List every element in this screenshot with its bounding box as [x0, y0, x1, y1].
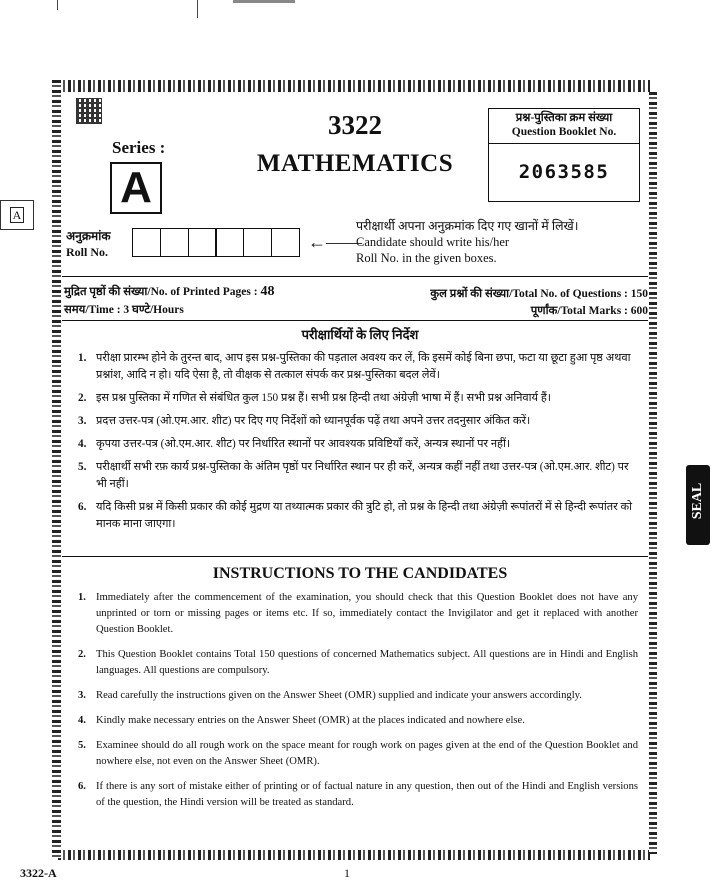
list-item: 5. परीक्षार्थी सभी रफ़ कार्य प्रश्न-पुस्तिका के अंतिम पृष्ठों पर निर्धारित स्थान पर ही करें, अन्यत्र कहीं नहीं तथा उत्तर-पत्र (ओ.एम.आर. शीट) पर भी नहीं।	[78, 461, 629, 490]
printed-pages	[64, 284, 274, 300]
list-item: 1. Immediately after the commencement of the examination, you should check that this Question Booklet does not have any unprinted or torn or missing pages or items etc. If so, immediately contact the Invigilator and get it replaced with another Question Booklet.	[78, 592, 638, 635]
roll-label-english: Roll No.	[66, 245, 108, 259]
english-instructions-title: INSTRUCTIONS TO THE CANDIDATES	[212, 565, 508, 582]
list-item: 5. Examinee should do all rough work on the space meant for rough work on pages given at the end of the Question Booklet and nowhere else, not even on the Answer Sheet (OMR).	[78, 740, 638, 767]
roll-number-boxes	[132, 228, 299, 257]
roll-digit-box[interactable]	[160, 228, 189, 257]
series-side-tab	[0, 200, 34, 230]
pen-mark	[57, 0, 58, 10]
instruction-text: यदि किसी प्रश्न में किसी प्रकार की कोई मुद्रण या तथ्यात्मक प्रकार की त्रुटि हो, तो प्रश्न के हिन्दी तथा अंग्रेज़ी रूपांतरों में से हिन्दी रूपांतर को मानक माना जाएगा।	[96, 501, 633, 530]
decorative-border-right	[649, 92, 657, 854]
footer-paper-code: 3322-A	[20, 866, 57, 880]
hindi-instructions-title: परीक्षार्थियों के लिए निर्देश	[301, 327, 419, 342]
list-item: 4. कृपया उत्तर-पत्र (ओ.एम.आर. शीट) पर निर्धारित स्थानों पर आवश्यक प्रविष्टियाँ करें, अन्यत्र स्थानों पर नहीं।	[78, 438, 511, 450]
roll-note-english-2: Roll No. in the given boxes.	[356, 251, 497, 265]
instruction-text: प्रदत्त उत्तर-पत्र (ओ.एम.आर. शीट) पर दिए गए निर्देशों को ध्यानपूर्वक पढ़ें तथा अपने उत्तर तदनुसार अंकित करें।	[96, 415, 531, 427]
roll-digit-box[interactable]	[215, 228, 244, 257]
left-arrow-icon: ←——	[308, 232, 362, 252]
instruction-text: परीक्षार्थी सभी रफ़ कार्य प्रश्न-पुस्तिका के अंतिम पृष्ठों पर निर्धारित स्थान पर ही करें, अन्यत्र कहीं नहीं तथा उत्तर-पत्र (ओ.एम.आर. शीट) पर भी नहीं।	[96, 461, 629, 490]
english-instructions-list	[78, 590, 638, 820]
roll-digit-box[interactable]	[132, 228, 161, 257]
total-marks	[531, 303, 648, 319]
series-box: A	[110, 162, 162, 214]
roll-note-english-1: Candidate should write his/her	[356, 235, 510, 249]
top-edge-mark	[233, 0, 295, 3]
instruction-text: This Question Booklet contains Total 150 questions of concerned Mathematics subject. All questions are in Hindi and English languages. All questions are compulsory.	[96, 649, 638, 676]
roll-number-note	[356, 218, 579, 266]
roll-digit-box[interactable]	[188, 228, 217, 257]
instruction-text: इस प्रश्न पुस्तिका में गणित से संबंधित कुल 150 प्रश्न हैं। सभी प्रश्न हिन्दी तथा अंग्रेज़ी भाषा में हैं। सभी प्रश्न अनिवार्य हैं।	[96, 392, 552, 404]
list-item: 3. Read carefully the instructions given on the Answer Sheet (OMR) supplied and indicate your answers accordingly.	[78, 690, 582, 701]
roll-digit-box[interactable]	[271, 228, 300, 257]
qr-code-icon	[76, 98, 102, 124]
exam-time: समय/Time : 3 घण्टे/Hours	[64, 304, 184, 316]
list-item: 6. यदि किसी प्रश्न में किसी प्रकार की कोई मुद्रण या तथ्यात्मक प्रकार की त्रुटि हो, तो प्रश्न के हिन्दी तथा अंग्रेज़ी रूपांतरों में से हिन्दी रूपांतर को मानक माना जाएगा।	[78, 501, 633, 530]
total-questions-value: 150	[630, 288, 648, 300]
booklet-label-english: Question Booklet No.	[511, 126, 617, 138]
instruction-text: Read carefully the instructions given on the Answer Sheet (OMR) supplied and indicate your answers accordingly.	[96, 690, 582, 701]
instruction-text: Kindly make necessary entries on the Answer Sheet (OMR) at the places indicated and nowhere else.	[96, 715, 525, 726]
list-item: 2. This Question Booklet contains Total 150 questions of concerned Mathematics subject. All questions are in Hindi and English languages. All questions are compulsory.	[78, 649, 638, 676]
total-marks-value: 600	[630, 305, 648, 317]
pen-mark	[197, 0, 198, 18]
roll-digit-box[interactable]	[243, 228, 272, 257]
instruction-text: Immediately after the commencement of the examination, you should check that this Question Booklet does not have any unprinted or torn or missing pages or items etc. If so, immediately contact the Invigilator and get it replaced with another Question Booklet.	[96, 592, 638, 635]
divider	[62, 556, 648, 557]
list-item: 6. If there is any sort of mistake either of printing or of factual nature in any question, then out of the Hindi and English versions of the question, the Hindi version will be treated as standard.	[78, 781, 638, 808]
list-item: 1. परीक्षा प्रारम्भ होने के तुरन्त बाद, आप इस प्रश्न-पुस्तिका की पड़ताल अवश्य कर लें, कि इसमें कोई बिना छपा, फटा या छूटा हुआ पृष्ठ अथवा प्रश्नांश, आदि न हो। यदि ऐसा है, तो वीक्षक से तत्काल संपर्क कर प्रश्न-पुस्तिका बदल लेवें।	[78, 352, 631, 381]
printed-pages-value: 48	[260, 284, 275, 299]
total-marks-label: पूर्णांक/Total Marks :	[530, 305, 628, 317]
roll-label-hindi: अनुक्रमांक	[66, 229, 111, 243]
series-side-tab-letter: A	[10, 207, 25, 223]
list-item: 3. प्रदत्त उत्तर-पत्र (ओ.एम.आर. शीट) पर दिए गए निर्देशों को ध्यानपूर्वक पढ़ें तथा अपने उत्तर तदनुसार अंकित करें।	[78, 415, 531, 427]
decorative-border-top	[58, 80, 650, 92]
list-item: 4. Kindly make necessary entries on the Answer Sheet (OMR) at the places indicated and nowhere else.	[78, 715, 525, 726]
seal-tab[interactable]	[686, 465, 710, 545]
total-questions	[430, 286, 648, 302]
total-questions-label: कुल प्रश्नों की संख्या/Total No. of Questions :	[430, 288, 628, 300]
booklet-number: 2063585	[518, 161, 610, 183]
divider	[62, 320, 648, 321]
list-item: 2. इस प्रश्न पुस्तिका में गणित से संबंधित कुल 150 प्रश्न हैं। सभी प्रश्न हिन्दी तथा अंग्रेज़ी भाषा में हैं। सभी प्रश्न अनिवार्य हैं।	[78, 392, 552, 404]
seal-label: SEAL	[690, 482, 705, 520]
roll-number-label	[66, 228, 111, 260]
subject-title: MATHEMATICS	[256, 150, 454, 177]
hindi-instructions-list	[78, 350, 638, 539]
instruction-text: Examinee should do all rough work on the space meant for rough work on pages given at the end of the Question Booklet and nowhere else, not even on the Answer Sheet (OMR).	[96, 740, 638, 767]
divider	[62, 276, 648, 277]
paper-code: 3322	[328, 110, 382, 140]
instruction-text: If there is any sort of mistake either of printing or of factual nature in any question, then out of the Hindi and English versions of the question, the Hindi version will be treated as standard.	[96, 781, 638, 808]
instruction-text: परीक्षा प्रारम्भ होने के तुरन्त बाद, आप इस प्रश्न-पुस्तिका की पड़ताल अवश्य कर लें, कि इसमें कोई बिना छपा, फटा या छूटा हुआ पृष्ठ अथवा प्रश्नांश, आदि न हो। यदि ऐसा है, तो वीक्षक से तत्काल संपर्क कर प्रश्न-पुस्तिका बदल लेवें।	[96, 352, 631, 381]
booklet-number-header	[489, 109, 639, 144]
question-booklet-number-box	[488, 108, 640, 202]
decorative-border-bottom	[58, 850, 650, 860]
series-label: Series :	[112, 138, 166, 157]
printed-pages-label: मुद्रित पृष्ठों की संख्या/No. of Printed Pages :	[64, 286, 258, 298]
roll-note-hindi: परीक्षार्थी अपना अनुक्रमांक दिए गए खानों में लिखें।	[356, 219, 579, 233]
booklet-label-hindi: प्रश्न-पुस्तिका क्रम संख्या	[515, 112, 613, 124]
decorative-border-left	[52, 80, 61, 858]
instruction-text: कृपया उत्तर-पत्र (ओ.एम.आर. शीट) पर निर्धारित स्थानों पर आवश्यक प्रविष्टियाँ करें, अन्यत्र स्थानों पर नहीं।	[96, 438, 511, 450]
page-number: 1	[344, 866, 350, 880]
